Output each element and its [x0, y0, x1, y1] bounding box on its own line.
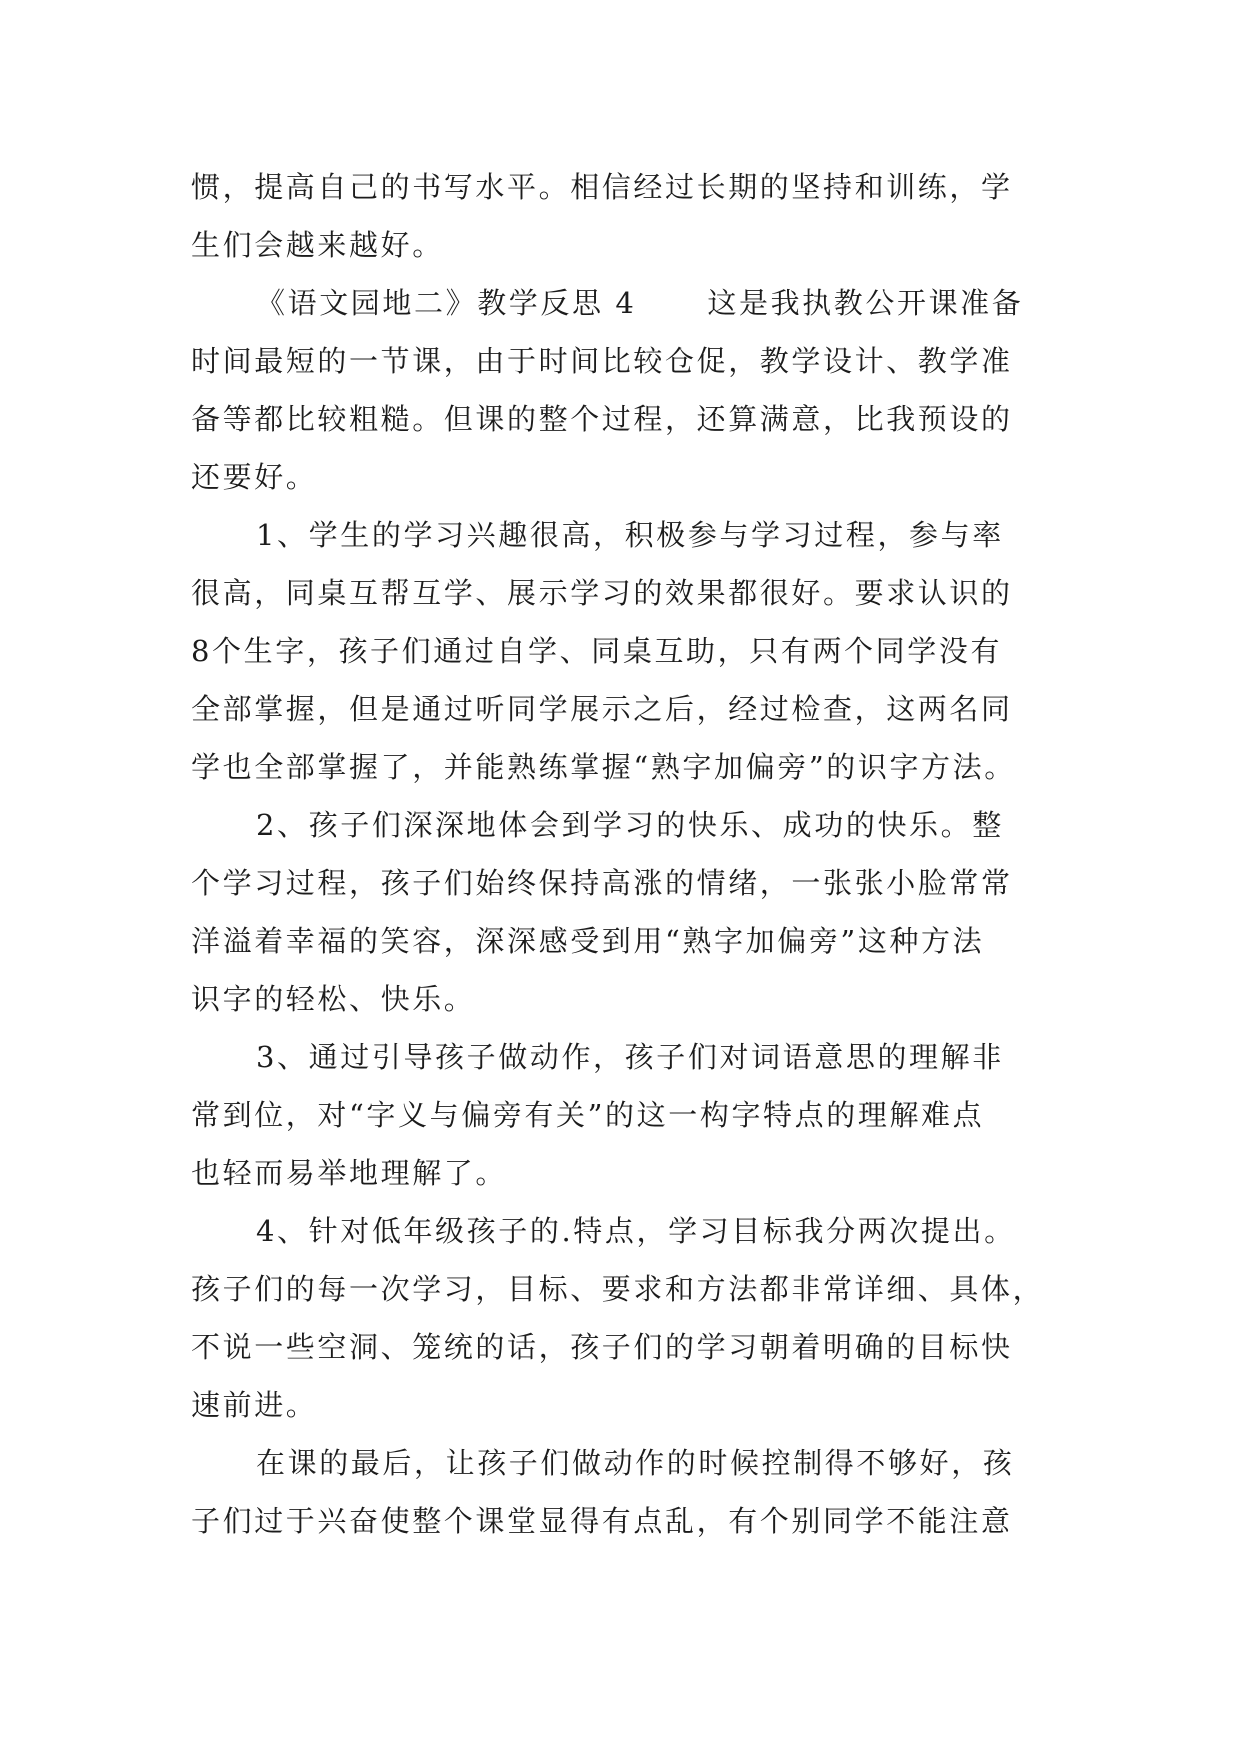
text-line: 《语文园地二》教学反思 4 这是我执教公开课准备: [256, 286, 1024, 320]
text-line: 学也全部掌握了，并能熟练掌握“熟字加偏旁”的识字方法。: [191, 750, 1016, 784]
text-line: 1、学生的学习兴趣很高，积极参与学习过程，参与率: [256, 518, 1004, 552]
text-line: 洋溢着幸福的笑容，深深感受到用“熟字加偏旁”这种方法: [191, 924, 985, 958]
text-line: 还要好。: [191, 460, 318, 494]
text-line: 子们过于兴奋使整个课堂显得有点乱，有个别同学不能注意: [191, 1504, 1013, 1538]
document-body: [191, 158, 1071, 1550]
text-line: 个学习过程，孩子们始终保持高涨的情绪，一张张小脸常常: [191, 866, 1013, 900]
text-line: 时间最短的一节课，由于时间比较仓促，教学设计、教学准: [191, 344, 1013, 378]
text-line: 在课的最后，让孩子们做动作的时候控制得不够好，孩: [256, 1446, 1015, 1480]
text-line: 2、孩子们深深地体会到学习的快乐、成功的快乐。整: [256, 808, 1004, 842]
text-line: 很高，同桌互帮互学、展示学习的效果都很好。要求认识的: [191, 576, 1013, 610]
text-line: 惯，提高自己的书写水平。相信经过长期的坚持和训练，学: [191, 170, 1013, 204]
text-line: 生们会越来越好。: [191, 228, 444, 262]
text-line: 备等都比较粗糙。但课的整个过程，还算满意，比我预设的: [191, 402, 1013, 436]
text-line: 4、针对低年级孩子的.特点，学习目标我分两次提出。: [256, 1214, 1016, 1248]
text-line: 不说一些空洞、笼统的话，孩子们的学习朝着明确的目标快: [191, 1330, 1013, 1364]
text-line: 8个生字，孩子们通过自学、同桌互助，只有两个同学没有: [191, 634, 1003, 668]
text-line: 识字的轻松、快乐。: [191, 982, 476, 1016]
text-line: 也轻而易举地理解了。: [191, 1156, 508, 1190]
text-line: 孩子们的每一次学习，目标、要求和方法都非常详细、具体，: [191, 1272, 1045, 1306]
text-line: 3、通过引导孩子做动作，孩子们对词语意思的理解非: [256, 1040, 1004, 1074]
text-line: 速前进。: [191, 1388, 318, 1422]
text-line: 全部掌握，但是通过听同学展示之后，经过检查，这两名同: [191, 692, 1013, 726]
text-line: 常到位，对“字义与偏旁有关”的这一构字特点的理解难点: [191, 1098, 985, 1132]
